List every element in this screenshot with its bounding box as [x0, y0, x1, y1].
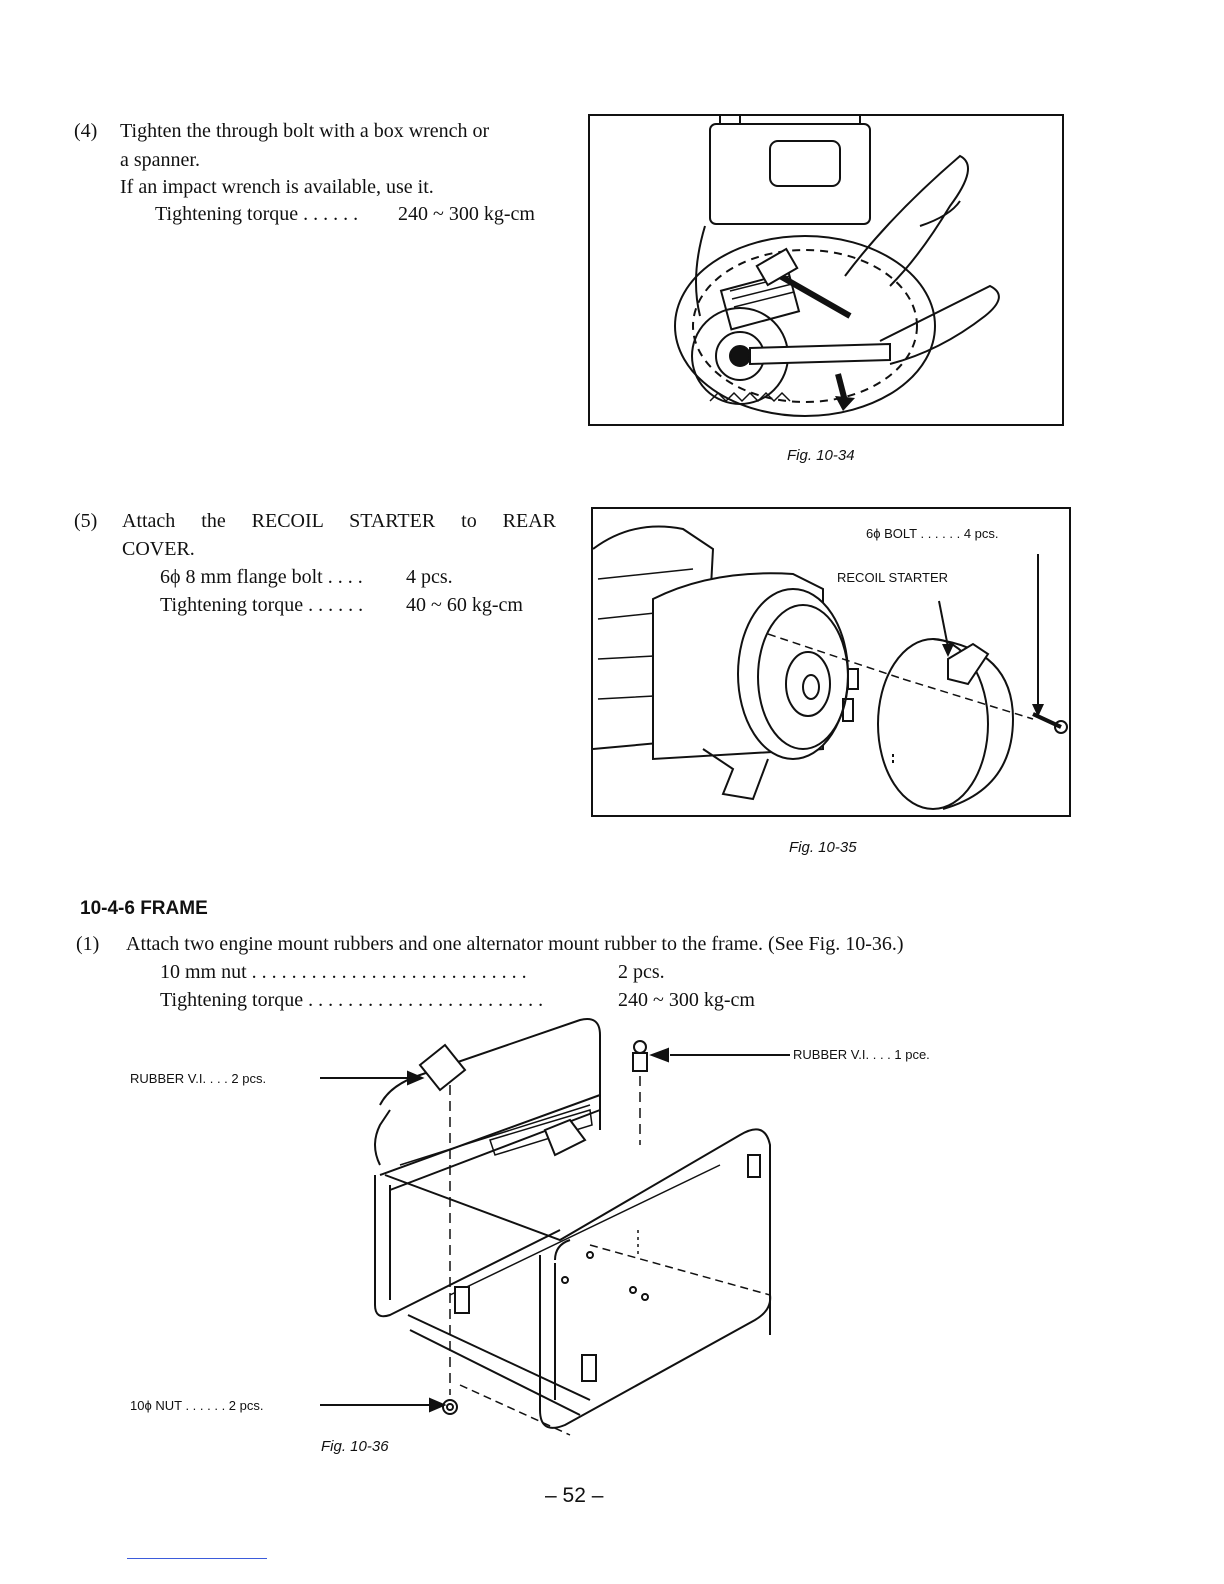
callout-10-nut: 10ϕ NUT . . . . . . 2 pcs. [130, 1398, 264, 1413]
step5-torque-label: Tightening torque . . . . . . [160, 594, 364, 616]
step5-torque-value: 40 ~ 60 kg-cm [406, 594, 523, 616]
callout-rubber-left: RUBBER V.I. . . . 2 pcs. [130, 1071, 267, 1086]
step4-line2: a spanner. [120, 149, 200, 171]
figure-10-34-caption: Fig. 10-34 [787, 447, 855, 464]
section-heading: 10-4-6 FRAME [80, 898, 208, 919]
step5-bolt-label: 6ϕ 8 mm flange bolt . . . . [160, 566, 363, 588]
frame-torque-value: 240 ~ 300 kg-cm [618, 989, 755, 1011]
frame-step1-text: Attach two engine mount rubbers and one alternator mount rubber to the frame. (See Fig. 10-36.) [126, 933, 904, 955]
frame-nut-label: 10 mm nut . . . . . . . . . . . . . . . . . . . . . . . . . . . . [160, 961, 527, 983]
figure-10-34 [588, 114, 1064, 426]
callout-recoil-starter: RECOIL STARTER [837, 570, 949, 585]
recoil-starter-illustration [593, 509, 1069, 815]
frame-illustration [300, 1015, 820, 1445]
step4-line1: Tighten the through bolt with a box wrench or [120, 120, 490, 142]
step5-line2: COVER. [122, 538, 195, 560]
callout-rubber-right: RUBBER V.I. . . . 1 pce. [793, 1047, 930, 1062]
step4-torque-label: Tightening torque . . . . . . [155, 203, 359, 225]
step4-torque-value: 240 ~ 300 kg-cm [398, 203, 535, 225]
step5-number: (5) [74, 510, 98, 532]
step4-line3: If an impact wrench is available, use it. [120, 176, 434, 198]
step5-line1: Attach the RECOIL STARTER to REAR [122, 510, 556, 532]
footer-rule [127, 1558, 267, 1559]
callout-6-bolt: 6ϕ BOLT . . . . . . 4 pcs. [866, 526, 999, 541]
figure-10-35 [591, 507, 1071, 817]
figure-10-36-caption: Fig. 10-36 [321, 1438, 389, 1455]
frame-torque-label: Tightening torque . . . . . . . . . . . . . . . . . . . . . . . . [160, 989, 544, 1011]
step4-number: (4) [74, 120, 98, 142]
frame-nut-value: 2 pcs. [618, 961, 665, 983]
figure-10-35-caption: Fig. 10-35 [789, 839, 857, 856]
page-number: – 52 – [545, 1484, 604, 1507]
step5-bolt-value: 4 pcs. [406, 566, 453, 588]
engine-wrench-illustration [590, 116, 1062, 424]
frame-step1-number: (1) [76, 933, 100, 955]
